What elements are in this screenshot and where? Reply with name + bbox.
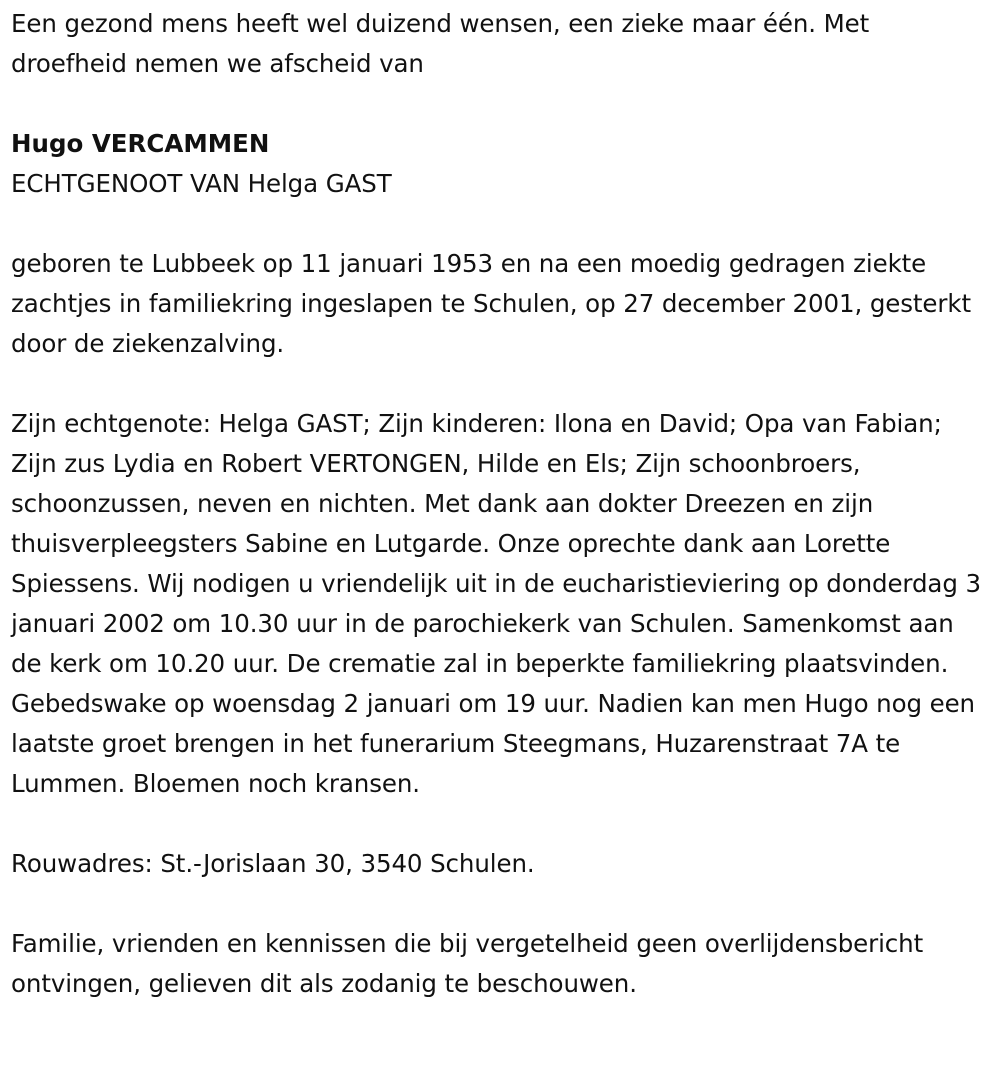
spacer bbox=[11, 884, 981, 924]
spouse-line: ECHTGENOOT VAN Helga GAST bbox=[11, 169, 392, 198]
spacer bbox=[11, 364, 981, 404]
family-ceremony-paragraph: Zijn echtgenote: Helga GAST; Zijn kinderen: Ilona en David; Opa van Fabian; Zijn zus Lydia en Robert VERTONGEN, Hilde en Els; Zijn schoonbroers, schoonzussen, neven en nichten. Met dank aan dokter Dreezen en zijn thuisverpleegsters Sabine en Lutgarde. Onze oprechte dank aan Lorette Spiessens. Wij nodigen u vriendelijk uit in de eucharistieviering op donderdag 3 januari 2002 om 10.30 uur in de parochiekerk van Schulen. Samenkomst aan de kerk om 10.20 uur. De crematie zal in beperkte familiekring plaatsvinden. Gebedswake op woensdag 2 januari om 19 uur. Nadien kan men Hugo nog een laatste groet brengen in het funerarium Steegmans, Huzarenstraat 7A te Lummen. Bloemen noch kransen. bbox=[11, 409, 981, 798]
birth-death-paragraph: geboren te Lubbeek op 11 januari 1953 en na een moedig gedragen ziekte zachtjes in familiekring ingeslapen te Schulen, op 27 december 2001, gesterkt door de ziekenzalving. bbox=[11, 249, 971, 358]
closing-note: Familie, vrienden en kennissen die bij vergetelheid geen overlijdensbericht ontvingen, gelieven dit als zodanig te beschouwen. bbox=[11, 929, 924, 998]
spacer bbox=[11, 204, 981, 244]
intro-paragraph: Een gezond mens heeft wel duizend wensen, een zieke maar één. Met droefheid nemen we afscheid van bbox=[11, 9, 870, 78]
spacer bbox=[11, 84, 981, 124]
mourning-address: Rouwadres: St.-Jorislaan 30, 3540 Schulen. bbox=[11, 849, 535, 878]
spacer bbox=[11, 804, 981, 844]
deceased-name: Hugo VERCAMMEN bbox=[11, 129, 270, 158]
obituary-document bbox=[11, 4, 981, 1004]
